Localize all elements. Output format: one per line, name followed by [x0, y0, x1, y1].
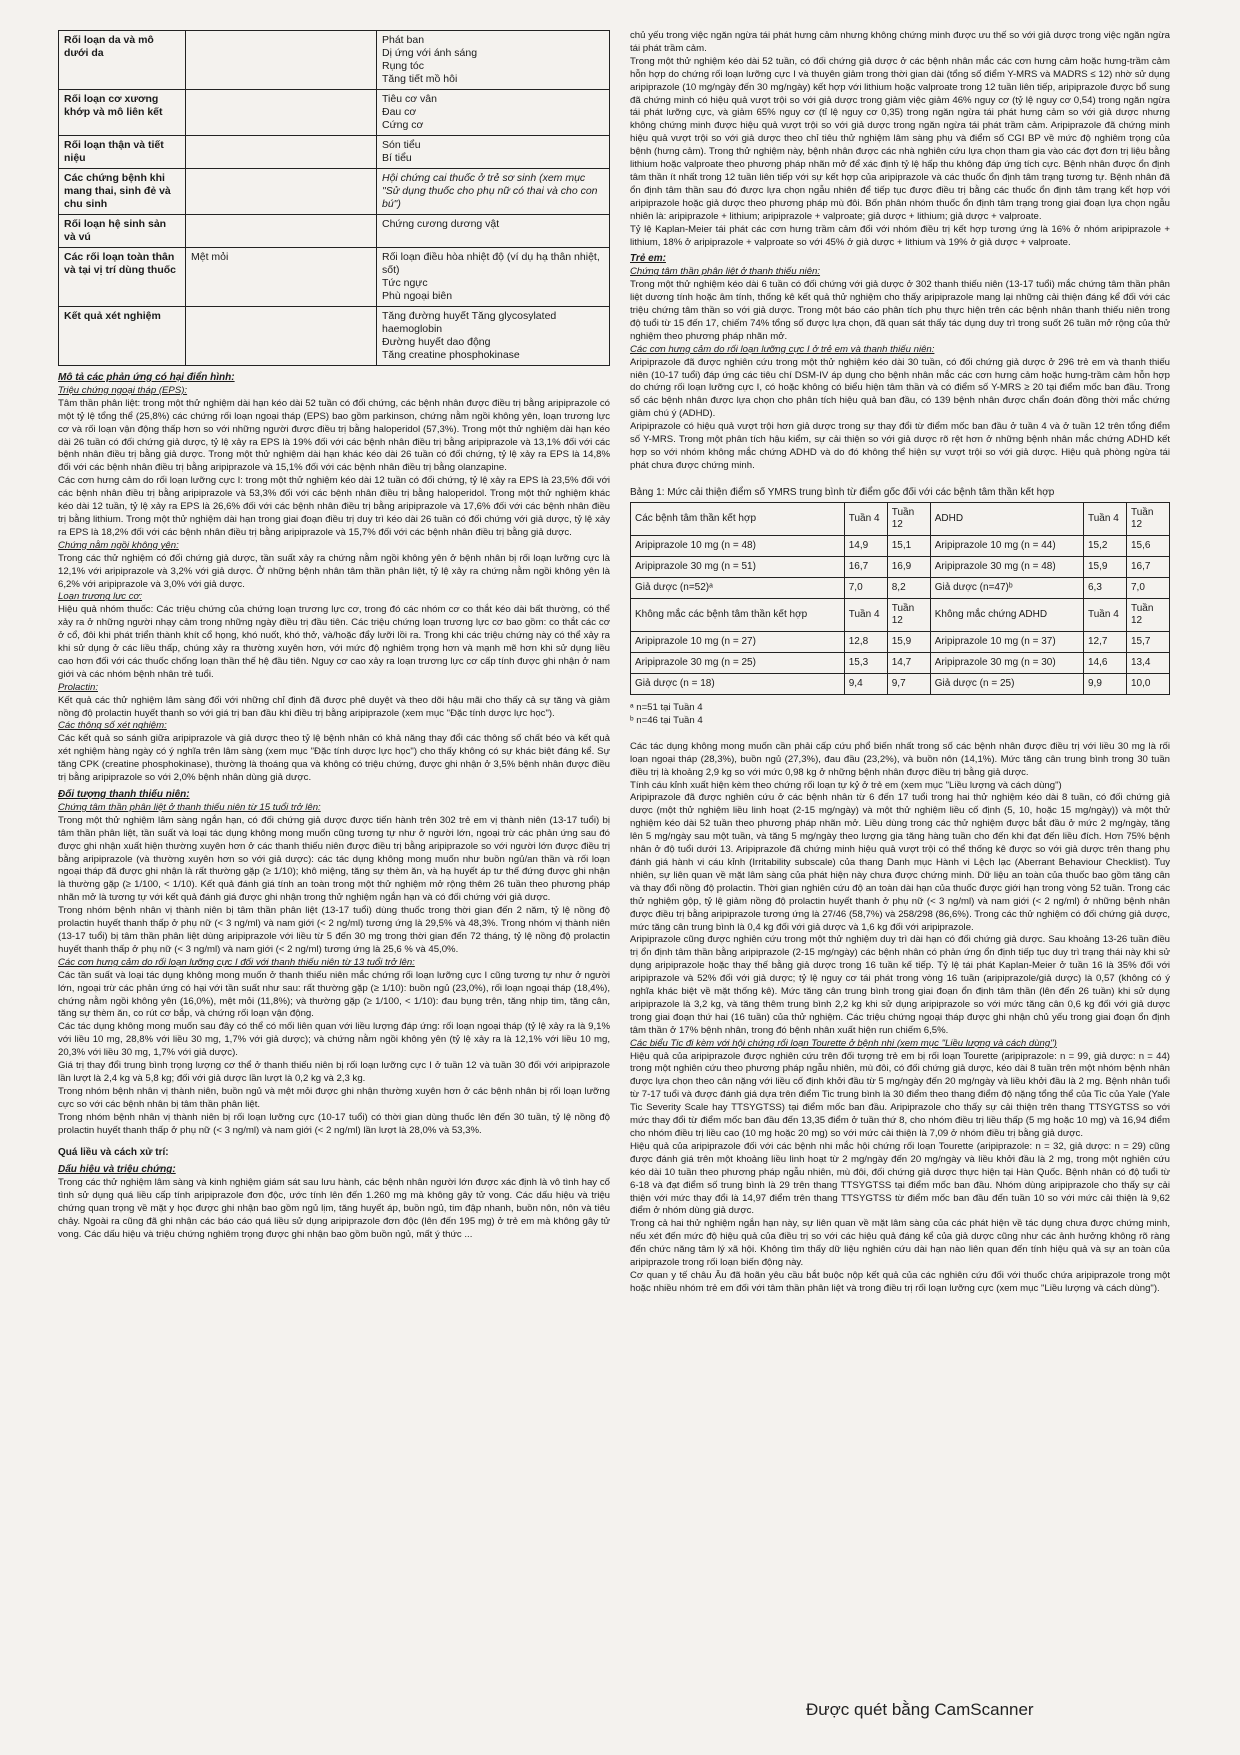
ymrs-cell: 13,4 — [1127, 652, 1170, 673]
ymrs-cell: Aripiprazole 10 mg (n = 27) — [631, 631, 845, 652]
ae-table-row — [59, 215, 610, 248]
ymrs-cell: 15,2 — [1084, 535, 1127, 556]
ae-table-row — [59, 90, 610, 136]
ae-frequency-cell — [186, 215, 377, 248]
section-subheading: Các cơn hưng cảm do rối loạn lưỡng cực I đối với thanh thiếu niên từ 13 tuổi trở lên: — [58, 956, 415, 968]
ymrs-cell: Aripiprazole 30 mg (n = 30) — [930, 652, 1083, 673]
ae-item: Rối loạn điều hòa nhiệt độ (ví dụ hạ thân nhiệt, sốt) — [382, 251, 600, 276]
adverse-effects-table — [58, 30, 610, 366]
ymrs-row — [631, 556, 1170, 577]
ae-items-cell — [377, 248, 610, 307]
section-heading: Đối tượng thanh thiếu niên: — [58, 789, 190, 800]
ae-frequency-cell: Mệt mỏi — [186, 248, 377, 307]
ymrs-cell: 9,4 — [844, 673, 887, 694]
paragraph: Hiệu quả nhóm thuốc: Các triệu chứng của chứng loạn trương lực cơ, trong đó các nhóm cơ co thắt kéo dài bất thường, có thể xảy ra ở những người nhạy cảm trong những ngày điều trị đầu tiên. Các triệu chứng loạn trương lực cơ bao gồm: co thắt các cơ ở cổ, đôi khi phát triển thành khít cổ họng, khó nuốt, khó thở, và/hoặc đẩy lưỡi lồi ra. Trong khi các triệu chứng này có thể xảy ra khi sử dụng ở các liều thấp, chúng xảy ra thường xuyên hơn, với mức độ nghiêm trọng hơn và mạnh mẽ hơn khi sử dụng liều cao hơn đối với các thuốc chống loạn thần thế hệ đầu tiên. Nguy cơ cao xảy ra loạn trương lực cơ cấp tính được ghi nhận ở nam giới và các nhóm bệnh nhân trẻ tuổi. — [58, 604, 610, 680]
paragraph: Trong một thử nghiệm kéo dài 52 tuần, có đối chứng giả dược ở các bệnh nhân mắc các cơn hưng cảm hoặc hưng-trầm cảm hỗn hợp do chứng rối loạn lưỡng cực I và thuyên giảm trong thời gian dài (tổng số điểm Y-MRS và MADRS ≤ 12) nhờ sử dụng aripiprazole (10 mg/ngày đến 30 mg/ngày) kết hợp với lithium hoặc valproate trong 12 tuần liên tiếp, aripiprazole được bổ sung đã chứng minh có hiệu quả vượt trội so với giả dược trong giảm việc giảm 46% nguy cơ (tỷ lệ nguy cơ 0,54) trong ngăn ngừa tái phát lưỡng cực, và giảm 65% nguy cơ (tỉ lệ nguy cơ 0,35) trong ngăn ngừa tái phát hưng cảm so với giả dược nhưng không chứng minh được hiệu quả vượt trội so với giả dược trong ngăn ngừa tái phát trầm cảm. Aripiprazole đã chứng minh hiệu quả vượt trội so với giả dược theo chỉ tiêu thử nghiệm lâm sàng phụ và điểm số CGI BP về mức độ nghiêm trọng của bệnh (hưng cảm). Trong thử nghiệm này, bệnh nhân được các nhà nghiên cứu lựa chọn tham gia vào các đợt đơn trị liệu bằng lithium hoặc valproate theo phương pháp nhãn mở để xác định tỷ lệ hấp thu không đáp ứng tích cực. Bệnh nhân được ổn định tâm thần ít nhất trong 12 tuần liên tiếp với sự kết hợp của aripiprazole và các thuốc ổn định tâm trạng tương tự. Bệnh nhân đã ổn định tâm thần sau đó được lựa chọn ngẫu nhiên để tiếp tục được điều trị bằng các thuốc ổn định tâm trạng kết hợp với aripiprazole hoặc giả dược theo phương pháp mù đôi. Bốn phân nhóm thuốc ổn định tâm trạng trong giai đoạn lựa chọn ngẫu nhiên là: aripiprazole + lithium; aripiprazole + valproate; giả dược + lithium; giả dược + valproate. — [630, 55, 1170, 222]
paragraph: Aripiprazole có hiệu quả vượt trội hơn giả dược trong sự thay đổi từ điểm mốc ban đầu ở tuần 4 và ở tuần 12 trên tổng điểm số Y-MRS. Trong một phân tích hậu kiểm, sự cải thiện so với giả dược rõ rệt hơn ở những bệnh nhân mắc chứng ADHD kết hợp so với nhóm không mắc chứng ADHD và do đó không thể hiện sự vượt trội so với giả dược. Hiệu quả phòng ngừa tái phát chưa được chứng minh. — [630, 421, 1170, 471]
ae-item: Cứng cơ — [382, 119, 424, 131]
ymrs-cell: Giả dược (n = 25) — [930, 673, 1083, 694]
ymrs-cell: Tuần 12 — [1127, 598, 1170, 631]
ymrs-note: ᵃ n=51 tại Tuần 4 — [630, 701, 703, 713]
ymrs-cell: Tuần 4 — [1084, 502, 1127, 535]
ymrs-note: ᵇ n=46 tại Tuần 4 — [630, 714, 703, 726]
ae-item: Rụng tóc — [382, 60, 425, 72]
ae-system-cell: Rối loạn cơ xương khớp và mô liên kết — [59, 90, 186, 136]
paragraph: Các tác dụng không mong muốn cần phải cấp cứu phổ biến nhất trong số các bệnh nhân được điều trị với liều 30 mg là rối loạn ngoại tháp (28,3%), buồn ngủ (27,3%), đau đầu (23,2%), và buồn nôn (14,1%). Mức tăng cân trung bình trong 30 tuần điều trị là khoảng 2,9 kg so với mức 0,98 kg ở những bệnh nhân được điều trị bằng giả dược. — [630, 740, 1170, 778]
ae-system-cell: Rối loạn thận và tiết niệu — [59, 136, 186, 169]
ae-item: Phát ban — [382, 34, 425, 46]
ymrs-cell: Tuần 12 — [1127, 502, 1170, 535]
ae-item: Són tiểu — [382, 139, 421, 151]
section-title: Quá liều và cách xử trí: — [58, 1147, 169, 1159]
section-subheading: Loạn trương lực cơ: — [58, 591, 143, 603]
ae-items-cell — [377, 136, 610, 169]
paragraph: Tâm thần phân liệt: trong một thử nghiệm dài hạn kéo dài 52 tuần có đối chứng, các bệnh nhân được điều trị bằng aripiprazole có một tỷ lệ tổng thể (25,8%) các chứng rối loạn ngoại tháp (EPS) bao gồm parkinson, chứng nằm ngồi không yên, loạn trương lực cơ và rối loạn vận động thấp hơn so với những người được điều trị bằng haloperidol (57,3%). Trong một thử nghiệm dài hạn kéo dài 26 tuần có đối chứng giả dược, tỷ lệ xảy ra EPS là 19% đối với các bệnh nhân điều trị bằng aripiprazole và 13,1% đối với các bệnh nhân điều trị bằng giả dược. Trong một thử nghiệm dài hạn khác kéo dài 26 tuần có đối chứng, tỷ lệ xảy ra EPS là 14,8% đối với các bệnh nhân điều trị bằng aripiprazole và 15,1% đối với các bệnh nhân điều trị bằng olanzapine. — [58, 397, 610, 474]
left-text-body — [58, 372, 610, 1242]
ae-frequency-cell — [186, 90, 377, 136]
paragraph: Trong cả hai thử nghiệm ngắn hạn này, sự liên quan về mặt lâm sàng của các phát hiện về tác dụng chưa được chứng minh, nếu xét đến mức độ hiệu quả của điều trị so với các hiệu quả đáng kể của giả dược cũng như các ảnh hưởng không rõ ràng đến chức năng tâm lý xã hội. Không tìm thấy dữ liệu nghiên cứu dài hạn nào liên quan đến tính hiệu quả và sự an toàn của aripiprazole trong rối loạn biến động này. — [630, 1218, 1170, 1269]
ae-system-cell: Kết quả xét nghiệm — [59, 307, 186, 366]
ae-items-cell — [377, 90, 610, 136]
ymrs-row — [631, 631, 1170, 652]
ymrs-cell: Aripiprazole 10 mg (n = 48) — [631, 535, 845, 556]
ymrs-cell: Tuần 4 — [844, 598, 887, 631]
ymrs-row — [631, 652, 1170, 673]
paragraph: Aripiprazole đã được nghiên cứu ở các bệnh nhân từ 6 đến 17 tuổi trong hai thử nghiệm kéo dài 8 tuần, có đối chứng giả dược (một thử nghiệm liều linh hoạt (2-15 mg/ngày) và một thử nghiệm liều cố định (5, 10, hoặc 15 mg/ngày)) và một thử nghiệm kéo dài 52 tuần theo phương pháp nhãn mở. Liều dùng trong các thử nghiệm được bắt đầu ở mức 2 mg/ngày, tăng lên 5 mg/ngày sau một tuần, và tăng 5 mg/ngày theo lượng gia tăng hàng tuần cho đến khi đạt đến liều đích. Hơn 75% bệnh nhân ở độ tuổi dưới 13. Aripiprazole đã chứng minh hiệu quả vượt trội có thể thống kê được so với giả dược trên thang phụ đánh giá hành vi cáu kỉnh (Irritability subscale) của thang Danh mục Hành vi Lệch lạc (Aberrant Behaviour Checklist). Tuy nhiên, sự liên quan về mặt lâm sàng của phát hiện này chưa được chứng minh. Dữ liệu an toàn của thuốc bao gồm tăng cân và thay đổi nồng độ prolactin. Thời gian nghiên cứu độ an toàn dài hạn của thuốc được giới hạn trong vòng 52 tuần. Trong các thử nghiệm gộp, tỷ lệ giảm nồng độ prolactin huyết thanh ở phụ nữ (< 3 ng/ml) và nam giới (< 2 ng/ml) ở những bệnh nhân được điều trị bằng aripiprazole tương ứng là 27/46 (58,7%) và 258/298 (86,6%). Trong các thử nghiệm có đối chứng giả dược, mức tăng cân trung bình là 0,4 kg đối với giả dược và 1,6 kg đối với aripiprazole. — [630, 792, 1170, 933]
scanner-watermark: Được quét bằng CamScanner — [806, 1700, 1034, 1719]
paragraph: Aripiprazole cũng được nghiên cứu trong một thử nghiệm duy trì dài hạn có đối chứng giả dược. Sau khoảng 13-26 tuần điều trị ổn định tâm thần bằng aripiprazole (2-15 mg/ngày) các bệnh nhân có phản ứng ổn định tiếp tục duy trì trạng thái này khi sử dụng aripiprazole hoặc thay thế bằng giả dược trong 16 tuần kế tiếp. Tỷ lệ tái phát Kaplan-Meier ở tuần 16 là 35% đối với aripiprazole và 52% đối với giả dược; tỷ lệ nguy cơ tái phát trong vòng 16 tuần (aripiprazole/giả dược) là 0,57 (không có ý nghĩa khác biệt về mặt thống kê). Mức tăng cân trung bình trong giai đoạn ổn định tâm thần (lên đến 26 tuần) khi sử dụng aripiprazole là 3,2 kg, và tăng thêm trung bình 2,2 kg khi sử dụng aripiprazole so với mức tăng cân 0,6 kg đối với giả dược trong giai đoạn thứ hai (16 tuần) của thử nghiệm. Các triệu chứng ngoại tháp được ghi nhận chủ yếu trong giai đoạn ổn định tâm thần ở 17% bệnh nhân, trong đó bệnh nhân xuất hiện run chiếm 6,5%. — [630, 934, 1170, 1036]
ymrs-row — [631, 577, 1170, 598]
paragraph: Các tần suất và loại tác dụng không mong muốn ở thanh thiếu niên mắc chứng rối loạn lưỡng cực I cũng tương tự như ở người lớn, ngoại trừ các phản ứng có hại với tần suất như sau: rất thường gặp (≥ 1/10): buồn ngủ (23,0%), rối loạn ngoại tháp (18,4%), chứng nằm ngồi không yên (16,0%), mệt mỏi (11,8%); và thường gặp (≥ 1/100, < 1/10): đau bụng trên, tăng nhịp tim, tăng cân, tăng sự thèm ăn, co rút cơ bắp, và chứng rối loạn vận động. — [58, 969, 610, 1020]
ae-system-cell: Các rối loạn toàn thân và tại vị trí dùng thuốc — [59, 248, 186, 307]
ae-item: Phù ngoại biên — [382, 290, 453, 302]
ymrs-table-caption: Bảng 1: Mức cải thiện điểm số YMRS trung bình từ điểm gốc đối với các bệnh tâm thần kết hợp — [630, 486, 1055, 498]
section-subheading: Prolactin: — [58, 681, 98, 693]
paragraph: Trong nhóm bệnh nhân vị thành niên bị rối loạn lưỡng cực (10-17 tuổi) có thời gian dùng thuốc lên đến 30 tuần, tỷ lệ nồng độ prolactin huyết thanh thấp ở phụ nữ (< 3 ng/ml) và nam giới (< 2 ng/ml) lần lượt là 28,0% và 53,3%. — [58, 1111, 610, 1136]
ymrs-cell: ADHD — [930, 502, 1083, 535]
ae-item: Hội chứng cai thuốc ở trẻ sơ sinh (xem mục "Sử dụng thuốc cho phụ nữ có thai và cho con bú") — [382, 172, 598, 210]
paragraph: Aripiprazole đã được nghiên cứu trong một thử nghiệm kéo dài 30 tuần, có đối chứng giả dược ở 296 trẻ em và thanh thiếu niên (10-17 tuổi) đáp ứng các tiêu chí DSM-IV áp dụng cho bệnh nhân mắc các cơn hưng cảm hoặc hưng-trầm cảm hỗn hợp do chứng rối loạn lưỡng cực I, có hoặc không có biểu hiện tâm thần và có điểm số Y-MRS ≥ 20 tại điểm mốc ban đầu. Trong số các bệnh nhân được lựa chọn cho phân tích hiệu quả ban đầu, có 139 bệnh nhân được chẩn đoán đồng thời mắc chứng giảm chú ý (ADHD). — [630, 356, 1170, 420]
ae-table-row — [59, 248, 610, 307]
section-heading: Dấu hiệu và triệu chứng: — [58, 1164, 176, 1176]
paragraph: Trong các thử nghiệm lâm sàng và kinh nghiệm giám sát sau lưu hành, các bệnh nhân người lớn được xác định là vô tình hay cố tình sử dụng quá liều cấp tính aripiprazole đơn độc, ước tính lên đến 1.260 mg mà không gây tử vong. Các dấu hiệu và triệu chứng quan trọng về mặt y học được ghi nhận bao gồm ngủ lịm, tăng huyết áp, buồn ngủ, tim đập nhanh, buồn nôn, nôn và tiêu chảy. Ngoài ra cũng đã ghi nhận các báo cáo quá liều sử dụng aripiprazole đơn độc (lên đến 195 mg) ở trẻ em mà không gây tử vong. Các dấu hiệu và triệu chứng nghiêm trọng được ghi nhận bao gồm buồn ngủ, mất ý thức ... — [58, 1177, 610, 1240]
ymrs-cell: Tuần 12 — [887, 598, 930, 631]
ymrs-cell: Các bệnh tâm thần kết hợp — [631, 502, 845, 535]
ae-items-cell — [377, 307, 610, 366]
section-heading: Mô tả các phản ứng có hại điển hình: — [58, 372, 235, 383]
ymrs-cell: 15,6 — [1127, 535, 1170, 556]
section-subheading: Chứng tâm thần phân liệt ở thanh thiếu niên: — [630, 266, 821, 278]
ymrs-cell: Giả dược (n=47)ᵇ — [930, 577, 1083, 598]
ymrs-cell: 15,9 — [1084, 556, 1127, 577]
ymrs-cell: Aripiprazole 30 mg (n = 51) — [631, 556, 845, 577]
ymrs-cell: 15,3 — [844, 652, 887, 673]
left-column — [58, 30, 610, 1242]
paragraph: Trong nhóm bệnh nhân vị thành niên bị tâm thần phân liệt (13-17 tuổi) dùng thuốc trong thời gian đến 2 năm, tỷ lệ nồng độ prolactin huyết thanh thấp ở phụ nữ (< 3 ng/ml) và nam giới (< 2 ng/ml) tương ứng là 29,5% và 48,3%. Trong nhóm vị thành niên (13-17 tuổi) bị tâm thần phân liệt dùng aripiprazole với liều từ 5 đến 30 mg trong thời gian đến 72 tháng, tỷ lệ nồng độ prolactin huyết thanh thấp ở phụ nữ (< 3 ng/ml) và nam giới (< 2 ng/ml) tương ứng là 25,6 % và 45,0%. — [58, 905, 610, 955]
ymrs-cell: 12,7 — [1084, 631, 1127, 652]
ae-system-cell: Rối loạn hệ sinh sản và vú — [59, 215, 186, 248]
right-text-top — [630, 30, 1170, 473]
ae-item: Đau cơ — [382, 106, 417, 118]
ymrs-cell: 14,7 — [887, 652, 930, 673]
ymrs-cell: 8,2 — [887, 577, 930, 598]
ymrs-cell: 14,9 — [844, 535, 887, 556]
paragraph: Cơ quan y tế châu Âu đã hoãn yêu cầu bắt buộc nộp kết quả của các nghiên cứu đối với thuốc chứa aripiprazole trong một hoặc nhiều nhóm trẻ em đối với tâm thần phân liệt và trong điều trị rối loạn lưỡng cực (xem mục "Liều lượng và cách dùng"). — [630, 1269, 1170, 1294]
ae-frequency-cell — [186, 169, 377, 215]
paragraph: chủ yếu trong việc ngăn ngừa tái phát hưng cảm nhưng không chứng minh được ưu thế so với giả dược trong việc ngăn ngừa tái phát trầm cảm. — [630, 30, 1170, 54]
right-text-bottom — [630, 741, 1170, 1296]
ae-item: Tức ngực — [382, 277, 428, 289]
ae-item: Tăng tiết mồ hôi — [382, 73, 458, 85]
ymrs-cell: 15,7 — [1127, 631, 1170, 652]
spacer — [58, 1137, 610, 1147]
ae-table-row — [59, 31, 610, 90]
section-subheading: Các biểu Tic đi kèm với hội chứng rối loạn Tourette ở bệnh nhi (xem mục "Liều lượng và cách dùng") — [630, 1037, 1057, 1049]
paragraph: Các tác dụng không mong muốn sau đây có thể có mối liên quan với liều lượng đáp ứng: rối loạn ngoại tháp (tỷ lệ xảy ra là 9,1% với liều 10 mg, 28,8% với liều 30 mg, 1,7% với giả dược); và chứng nằm ngồi không yên (tỷ lệ xảy ra là 12,1% với liều 10 mg, 20,3% với liều 30 mg, 1,7% với giả dược). — [58, 1021, 610, 1059]
section-subheading: Chứng tâm thần phân liệt ở thanh thiếu niên từ 15 tuổi trở lên: — [58, 801, 321, 813]
ymrs-cell: Không mắc các bệnh tâm thần kết hợp — [631, 598, 845, 631]
ymrs-row — [631, 673, 1170, 694]
ymrs-cell: Giả dược (n=52)ᵃ — [631, 577, 845, 598]
ae-table-row — [59, 136, 610, 169]
ymrs-cell: 14,6 — [1084, 652, 1127, 673]
paragraph: Hiệu quả của aripiprazole đối với các bệnh nhi mắc hội chứng rối loạn Tourette (aripiprazole: n = 32, giả dược: n = 29) cũng được đánh giá trên một khoảng liều linh hoạt từ 2 mg/ngày đến 20 mg/ngày và liều khởi đầu là 2 mg, trong một nghiên cứu kéo dài 10 tuần theo phương pháp ngẫu nhiên, mù đôi, đối chứng giả dược thực hiện tại Hàn Quốc. Bệnh nhân có độ tuổi từ 6-18 và đạt điểm số trung bình là 29 trên thang TTSYGTSS tại điểm mốc ban đầu. Nhóm dùng aripiprazole cho thấy sự cải thiện với mức thay đổi là 14,97 điểm trên thang TTSYGTSS từ điểm mốc ban đầu đến tuần 10 so với mức cải thiện là 9,62 điểm ở nhóm dùng giả dược. — [630, 1140, 1170, 1217]
ymrs-cell: Tuần 12 — [887, 502, 930, 535]
section-subheading: Các cơn hưng cảm do rối loạn lưỡng cực I ở trẻ em và thanh thiếu niên: — [630, 343, 935, 355]
ymrs-cell: 16,7 — [844, 556, 887, 577]
ymrs-cell: Aripiprazole 10 mg (n = 37) — [930, 631, 1083, 652]
ymrs-cell: Không mắc chứng ADHD — [930, 598, 1083, 631]
ae-item: Tăng đường huyết Tăng glycosylated haemoglobin — [382, 310, 557, 335]
ae-item: Đường huyết dao động — [382, 336, 491, 348]
paragraph: Trong các thử nghiệm có đối chứng giả dược, tần suất xảy ra chứng nằm ngồi không yên ở bệnh nhân bị rối loạn lưỡng cực là 12,1% với aripiprazole và 3,2% với giả dược. Ở những bệnh nhân tâm thần phân liệt, tỷ lệ xảy ra chứng nằm ngồi không yên là 6,2% với aripiprazole và 3,0% với giả dược. — [58, 552, 610, 590]
ae-item: Tăng creatine phosphokinase — [382, 349, 520, 361]
section-subheading: Chứng nằm ngồi không yên: — [58, 539, 179, 551]
ymrs-row — [631, 502, 1170, 535]
ymrs-cell: Tuần 4 — [1084, 598, 1127, 631]
ae-item: Chứng cương dương vật — [382, 218, 500, 230]
ae-system-cell: Các chứng bệnh khi mang thai, sinh đẻ và chu sinh — [59, 169, 186, 215]
paragraph: Tính cáu kỉnh xuất hiện kèm theo chứng rối loạn tự kỷ ở trẻ em (xem mục "Liều lượng và cách dùng") — [630, 779, 1062, 791]
ymrs-cell: 15,9 — [887, 631, 930, 652]
ymrs-cell: Aripiprazole 30 mg (n = 25) — [631, 652, 845, 673]
ae-frequency-cell — [186, 136, 377, 169]
right-column — [630, 30, 1170, 1296]
paragraph: Trong một thử nghiệm lâm sàng ngắn hạn, có đối chứng giả dược được tiến hành trên 302 trẻ em vị thành niên (13-17 tuổi) bị tâm thần phân liệt, tần suất và loại tác dụng không mong muốn cũng tương tự như ở người lớn, ngoại trừ các phản ứng sau đó được ghi nhận xuất hiện thường xuyên hơn ở các thanh thiếu niên được điều trị bằng aripiprazole so với người lớn được điều trị bằng aripiprazole (và thường xuyên hơn so với giả dược): các tác dụng không mong muốn như buồn ngủ/an thần và rối loạn ngoại tháp đã được ghi nhận là rất thường gặp (≥ 1/10); khô miệng, tăng sự thèm ăn, và hạ huyết áp tư thế đứng được ghi nhận là thường gặp (≥ 1/100, < 1/10). Kết quả đánh giá tính an toàn trong một thử nghiệm mở rộng thêm 26 tuần theo phương pháp nhãn mở là tương tự với kết quả đánh giá được ghi nhận trong thử nghiệm ngắn hạn và có đối chứng với giả dược. — [58, 814, 610, 904]
ae-table-row — [59, 307, 610, 366]
paragraph: Giá trị thay đổi trung bình trọng lượng cơ thể ở thanh thiếu niên bị rối loạn lưỡng cực I ở tuần 12 và tuần 30 đối với aripiprazole lần lượt là 2,4 kg và 5,8 kg; đối với giả dược lần lượt là 0,2 kg và 2,3 kg. — [58, 1060, 610, 1084]
paragraph: Kết quả các thử nghiệm lâm sàng đối với những chỉ định đã được phê duyệt và theo dõi hậu mãi cho thấy cả sự tăng và giảm nồng độ prolactin huyết thanh so với giá trị ban đầu khi điều trị bằng aripiprazole (xem mục "Đặc tính dược lực học"). — [58, 694, 610, 719]
ymrs-cell: 7,0 — [844, 577, 887, 598]
ae-frequency-cell — [186, 307, 377, 366]
ymrs-cell: 9,7 — [887, 673, 930, 694]
ymrs-cell: Aripiprazole 30 mg (n = 48) — [930, 556, 1083, 577]
paragraph: Trong một thử nghiệm kéo dài 6 tuần có đối chứng với giả dược ở 302 thanh thiếu niên (13-17 tuổi) mắc chứng tâm thần phân liệt dương tính hoặc âm tính, thống kê kết quả thử nghiệm cho thấy aripiprazole mang lại những cải thiện đáng kể đối với các triệu chứng tâm thần so với giả dược. Trong một báo cáo phân tích phụ thực hiện trên các bệnh nhân thanh thiếu niên trong độ tuổi từ 15 đến 17, chiếm 74% tổng số được lựa chọn, đã quan sát thấy tác dụng duy trì trong suốt 26 tuần mở rộng của thử nghiệm theo phương pháp nhãn mở. — [630, 279, 1170, 342]
paragraph: Trong nhóm bệnh nhân vị thành niên, buồn ngủ và mệt mỏi được ghi nhận thường xuyên hơn ở các bệnh nhân bị rối loạn lưỡng cực so với các bệnh nhân bị tâm thần phân liệt. — [58, 1085, 610, 1110]
ymrs-cell: 6,3 — [1084, 577, 1127, 598]
section-subheading: Các thông số xét nghiệm: — [58, 720, 167, 732]
ae-items-cell — [377, 215, 610, 248]
ae-frequency-cell — [186, 31, 377, 90]
paragraph: Các cơn hưng cảm do rối loạn lưỡng cực I: trong một thử nghiệm kéo dài 12 tuần có đối chứng, tỷ lệ xảy ra EPS là 23,5% đối với các bệnh nhân điều trị bằng aripiprazole và 53,3% đối với các bệnh nhân điều trị bằng haloperidol. Trong một thử nghiệm khác kéo dài 12 tuần, tỷ lệ xảy ra EPS là 26,6% đối với các bệnh nhân điều trị bằng aripiprazole và 17,6% đối với các bệnh nhân điều trị bằng lithium. Trong một thử nghiệm dài hạn trong giai đoạn điều trị duy trì kéo dài 26 tuần có đối chứng với giả dược, tỷ lệ xảy ra EPS là 18,2% đối với các bệnh nhân điều trị bằng aripiprazole và 15,7% đối với các bệnh nhân điều trị bằng giả dược. — [58, 475, 610, 538]
section-subheading: Triệu chứng ngoại tháp (EPS): — [58, 384, 188, 396]
ymrs-cell: 9,9 — [1084, 673, 1127, 694]
section-heading: Trẻ em: — [630, 253, 666, 265]
ymrs-row — [631, 598, 1170, 631]
ae-item: Dị ứng với ánh sáng — [382, 47, 478, 59]
ae-items-cell — [377, 31, 610, 90]
ae-system-cell: Rối loạn da và mô dưới da — [59, 31, 186, 90]
ymrs-cell: 12,8 — [844, 631, 887, 652]
paragraph: Tỷ lệ Kaplan-Meier tái phát các cơn hưng trầm cảm đối với nhóm điều trị kết hợp tương ứng là 16% ở nhóm aripiprazole + lithium, 18% ở aripiprazole + valproate so với 45% ở giả dược + lithium và 19% ở giả dược + valproate. — [630, 223, 1170, 248]
ae-table-row — [59, 169, 610, 215]
ae-item: Tiêu cơ vân — [382, 93, 437, 105]
ae-items-cell — [377, 169, 610, 215]
ymrs-cell: Aripiprazole 10 mg (n = 44) — [930, 535, 1083, 556]
ymrs-cell: 16,9 — [887, 556, 930, 577]
ymrs-table-notes — [630, 701, 1170, 727]
ymrs-row — [631, 535, 1170, 556]
ymrs-cell: 16,7 — [1127, 556, 1170, 577]
ae-item: Bí tiểu — [382, 152, 412, 164]
ymrs-cell: 7,0 — [1127, 577, 1170, 598]
ymrs-cell: 15,1 — [887, 535, 930, 556]
ymrs-cell: Giả dược (n = 18) — [631, 673, 845, 694]
paragraph: Các kết quả so sánh giữa aripiprazole và giả dược theo tỷ lệ bệnh nhân có khả năng thay đổi các thông số chất béo và kết quả xét nghiệm hàng ngày có ý nghĩa trên lâm sàng (xem mục "Đặc tính dược lực học") cho thấy không có sự khác biệt đáng kể. Sự tăng CPK (creatine phosphokinase), thường là thoáng qua và không có triệu chứng, được ghi nhận ở 3,5% bệnh nhân được điều trị bằng aripiprazole so với 2,0% bệnh nhân dùng giả dược. — [58, 733, 610, 784]
ymrs-table — [630, 502, 1170, 695]
ymrs-cell: Tuần 4 — [844, 502, 887, 535]
paragraph: Hiệu quả của aripiprazole được nghiên cứu trên đối tượng trẻ em bị rối loạn Tourette (aripiprazole: n = 99, giả dược: n = 44) trong một nghiên cứu theo phương pháp ngẫu nhiên, mù đôi, có đối chứng giả dược, kéo dài 8 tuần trên một nhóm bệnh nhân được lựa chọn theo cân nặng với liều cố định khởi đầu từ 5 mg/ngày đến 20 mg/ngày và liều khởi đầu là 2 mg. Bệnh nhân tuổi từ 7-17 tuổi và được đánh giá dựa trên điểm Tic trung bình là 30 điểm theo thang điểm độ nặng tổng thể của Tic của Yale (Yale Tic Severity Scale hay TTSYGTSS) tại điểm mốc ban đầu. Aripiprazole cho thấy sự cải thiện trên thang TTSYGTSS so với mức thay đổi từ điểm mốc ban đầu đến 13,35 điểm ở tuần thứ 8, cho nhóm điều trị liều thấp (5 mg hoặc 10 mg) và 16,94 điểm cho nhóm điều trị liều cao (10 mg hoặc 20 mg) so với mức cải thiện là 7,09 ở nhóm điều trị bằng giả dược. — [630, 1050, 1170, 1139]
ymrs-cell: 10,0 — [1127, 673, 1170, 694]
